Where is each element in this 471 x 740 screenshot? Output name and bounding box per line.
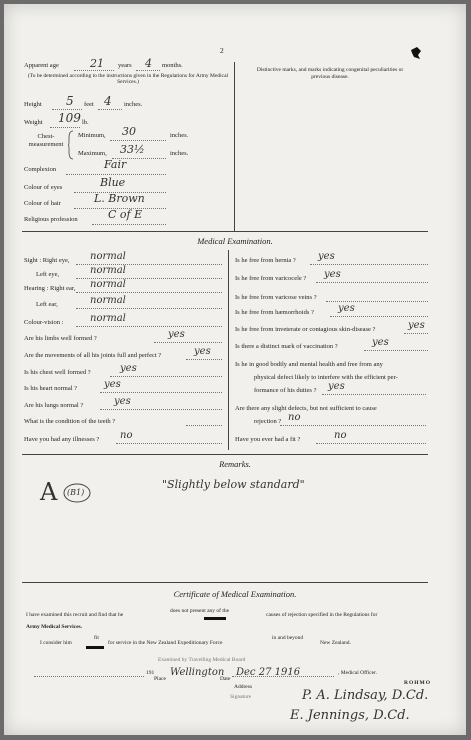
exam-right-value: yes <box>408 320 425 331</box>
minimum-value: 30 <box>122 125 136 138</box>
defects-question-line2: rejection ? <box>254 418 282 425</box>
fits-value: no <box>334 430 347 441</box>
exam-left-label: Left ear, <box>36 301 58 308</box>
medical-officer-label: , Medical Officer. <box>338 670 377 676</box>
exam-right-label: Is he free from varicocele ? <box>235 275 307 282</box>
exam-right-label: Is he free from hernia ? <box>235 257 296 264</box>
exam-left-value: yes <box>194 346 211 357</box>
exam-left-value: normal <box>90 251 126 262</box>
page-number: 2 <box>220 46 224 55</box>
certificate-line3a: I consider him <box>40 640 72 646</box>
height-inches-value: 4 <box>104 94 112 108</box>
exam-right-value: yes <box>324 269 341 280</box>
maximum-inches-label: inches. <box>170 150 189 157</box>
exam-right-value: yes <box>338 303 355 314</box>
exam-right-label: Is he free from varicose veins ? <box>235 294 317 301</box>
fitness-question-line2: physical defect likely to interfere with the efficient per- <box>254 374 398 381</box>
distinctive-marks-heading: Distinctive marks, and marks indicating congenital peculiarities or previous disease. <box>256 67 404 80</box>
exam-right-value: yes <box>318 251 335 262</box>
stamp-text: ROHMO <box>404 680 431 686</box>
exam-left-label: Sight : Right eye, <box>24 257 70 264</box>
medical-exam-heading: Medical Examination. <box>197 236 273 246</box>
exam-left-label: Are the movements of all his joints full and perfect ? <box>24 352 162 359</box>
certificate-heading: Certificate of Medical Examination. <box>173 589 297 599</box>
exam-left-value: yes <box>120 363 137 374</box>
complexion-value: Fair <box>104 158 127 171</box>
signature-label: Signature <box>230 694 252 700</box>
exam-left-label: Hearing : Right ear, <box>24 285 76 292</box>
fitness-question-line1: Is he in good bodily and mental health and free from any <box>235 361 383 368</box>
certificate-line3-fit: fit <box>94 635 99 641</box>
fitness-value: yes <box>328 381 345 392</box>
date-label: Date <box>220 676 231 682</box>
years-label: years <box>118 62 132 69</box>
feet-label: feet <box>84 101 94 108</box>
exam-left-value: normal <box>90 295 126 306</box>
certificate-line1b: does not present any of the <box>170 608 230 614</box>
apparent-age-label: Apparent age <box>24 62 59 69</box>
fitness-question-line3: formance of his duties ? <box>254 387 317 394</box>
defects-question-line1: Are there any slight defects, but not sufficient to cause <box>235 405 377 412</box>
place-value: Wellington <box>170 667 225 678</box>
chest-brace <box>68 130 74 160</box>
exam-left-label: Have you had any illnesses ? <box>24 436 100 443</box>
exam-left-value: yes <box>104 379 121 390</box>
signature-1: P. A. Lindsay, D.Cd. <box>302 688 429 703</box>
place-label: Place <box>154 676 166 682</box>
exam-left-label: Colour-vision : <box>24 319 64 326</box>
exam-left-value: normal <box>90 279 126 290</box>
certificate-line2: Army Medical Services. <box>26 624 83 630</box>
strike-mark <box>204 617 226 620</box>
weight-value: 109 <box>58 111 81 125</box>
defects-value: no <box>288 412 301 423</box>
weight-label: Weight <box>24 119 43 126</box>
hair-value: L. Brown <box>94 192 145 205</box>
certificate-line1c: causes of rejection specified in the Regulations for <box>266 612 378 618</box>
certificate-line3c: in and beyond <box>272 635 304 641</box>
age-years-value: 21 <box>90 57 104 70</box>
inches-label: inches. <box>124 101 143 108</box>
exam-left-label: Is his chest well formed ? <box>24 369 91 376</box>
certificate-line3d: New Zealand. <box>320 640 351 646</box>
certificate-line3b: for service in the New Zealand Expeditionary Force <box>108 640 223 646</box>
certificate-date-prefix: 191 <box>146 670 155 676</box>
exam-left-label: Are his lungs normal ? <box>24 402 84 409</box>
hair-label: Colour of hair <box>24 200 61 207</box>
exam-left-value: yes <box>114 396 131 407</box>
exam-right-label: Is there a distinct mark of vaccination ? <box>235 343 338 350</box>
remarks-heading: Remarks. <box>219 459 251 469</box>
remarks-grade-sub: (B1) <box>67 488 85 497</box>
chest-label: Chest-measurement <box>28 133 64 148</box>
maximum-value: 33½ <box>120 143 145 156</box>
exam-left-value: no <box>120 430 133 441</box>
exam-left-label: What is the condition of the teeth ? <box>24 418 116 425</box>
address-label: Address <box>234 684 253 690</box>
exam-right-label: Is he free from inveterate or contagious skin-disease ? <box>235 326 376 333</box>
remarks-grade: A <box>40 478 58 506</box>
strike-mark-2 <box>86 646 104 649</box>
remarks-text: "Slightly below standard" <box>162 478 305 491</box>
certificate-line1a: I have examined this recruit and find that he <box>26 612 124 618</box>
minimum-inches-label: inches. <box>170 132 189 139</box>
exam-left-label: Left eye, <box>36 271 60 278</box>
exam-right-label: Is he free from hæmorrhoids ? <box>235 309 314 316</box>
date-value: Dec 27 1916 <box>236 667 301 678</box>
ink-blot <box>409 46 423 60</box>
religion-label: Religious profession <box>24 216 78 223</box>
months-label: months. <box>162 62 183 69</box>
complexion-label: Complexion <box>24 166 57 173</box>
height-label: Height <box>24 101 42 108</box>
eyes-label: Colour of eyes <box>24 184 63 191</box>
age-months-value: 4 <box>145 57 152 70</box>
document-page <box>4 4 466 735</box>
religion-value: C of E <box>108 208 143 221</box>
fits-label: Have you ever had a fit ? <box>235 436 301 443</box>
signature-2: E. Jennings, D.Cd. <box>290 708 410 723</box>
exam-left-label: Are his limbs well formed ? <box>24 335 97 342</box>
exam-right-value: yes <box>372 337 389 348</box>
lbs-label: lb. <box>82 119 89 126</box>
eyes-value: Blue <box>100 176 126 189</box>
exam-left-value: normal <box>90 265 126 276</box>
minimum-label: Minimum, <box>78 132 106 139</box>
exam-left-value: yes <box>168 329 185 340</box>
height-feet-value: 5 <box>66 94 74 108</box>
examined-by-label: Examined by Travelling Medical Board <box>158 657 246 663</box>
exam-left-value: normal <box>90 313 126 324</box>
maximum-label: Maximum, <box>78 150 107 157</box>
exam-left-label: Is his heart normal ? <box>24 385 78 392</box>
age-note: (To be determined according to the instructions given in the Regulations for Army Medical Services.) <box>27 73 229 85</box>
